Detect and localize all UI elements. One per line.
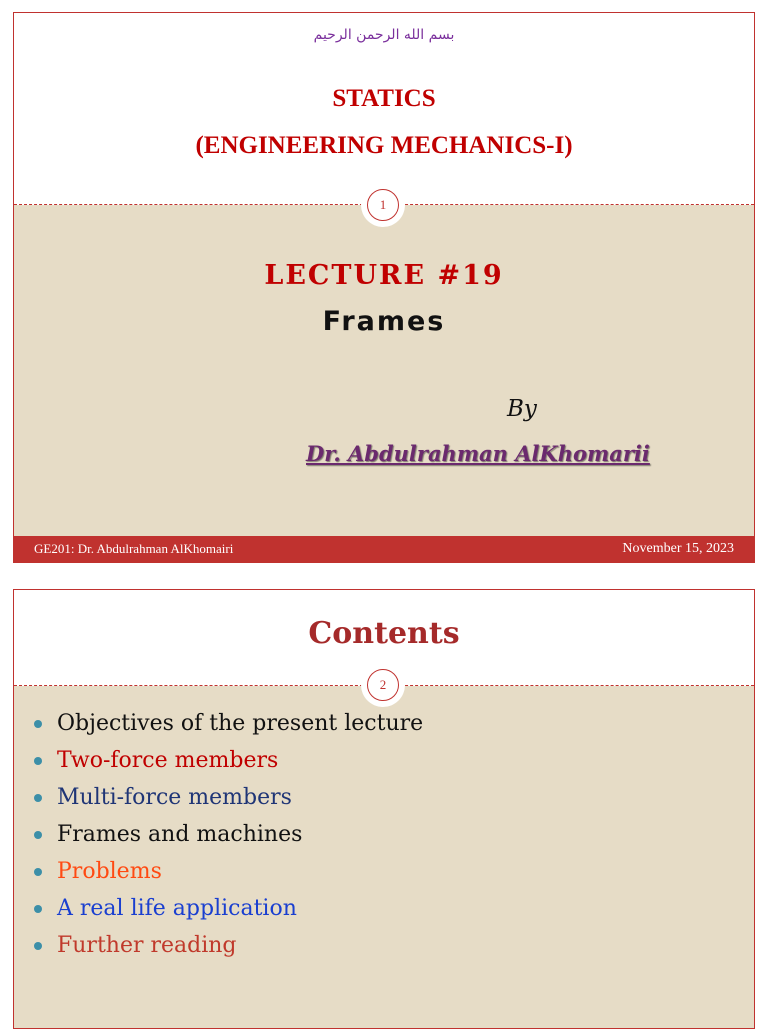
lecture-number: LECTURE #19 xyxy=(264,260,504,291)
list-item xyxy=(32,927,423,964)
contents-title: Contents xyxy=(308,616,460,651)
slide-number-badge xyxy=(361,183,405,227)
slide-2 xyxy=(13,589,755,1029)
list-item-text: Objectives of the present lecture xyxy=(57,711,424,736)
slide-number: 1 xyxy=(367,189,399,221)
bullet-dot-icon xyxy=(34,831,42,839)
bullet-dot-icon xyxy=(34,905,42,913)
list-item xyxy=(32,853,423,890)
by-label: By xyxy=(507,396,537,422)
list-item-text: Multi-force members xyxy=(57,785,292,810)
list-item-text: Frames and machines xyxy=(57,822,303,847)
list-item xyxy=(32,890,423,927)
bullet-dot-icon xyxy=(34,720,42,728)
contents-list xyxy=(32,705,423,964)
footer-course-label: GE201: Dr. Abdulrahman AlKhomairi xyxy=(34,541,234,556)
list-item xyxy=(32,779,423,816)
course-subtitle: (ENGINEERING MECHANICS-I) xyxy=(195,132,573,159)
list-item xyxy=(32,742,423,779)
bullet-dot-icon xyxy=(34,757,42,765)
basmala-text: بسم الله الرحمن الرحيم xyxy=(313,27,455,43)
slide-footer xyxy=(14,536,754,562)
list-item-text: A real life application xyxy=(57,896,297,921)
list-item xyxy=(32,705,423,742)
course-title: STATICS xyxy=(332,85,436,112)
list-item-text: Problems xyxy=(57,859,162,884)
slide-number-badge xyxy=(361,663,405,707)
slide-1 xyxy=(13,12,755,563)
bullet-dot-icon xyxy=(34,868,42,876)
author-name: Dr. Abdulrahman AlKhomarii xyxy=(306,441,650,466)
lecture-topic: Frames xyxy=(322,306,446,337)
list-item-text: Further reading xyxy=(57,933,237,958)
slide-number: 2 xyxy=(367,669,399,701)
list-item xyxy=(32,816,423,853)
footer-date: November 15, 2023 xyxy=(622,541,734,556)
list-item-text: Two-force members xyxy=(57,748,279,773)
bullet-dot-icon xyxy=(34,942,42,950)
bullet-dot-icon xyxy=(34,794,42,802)
